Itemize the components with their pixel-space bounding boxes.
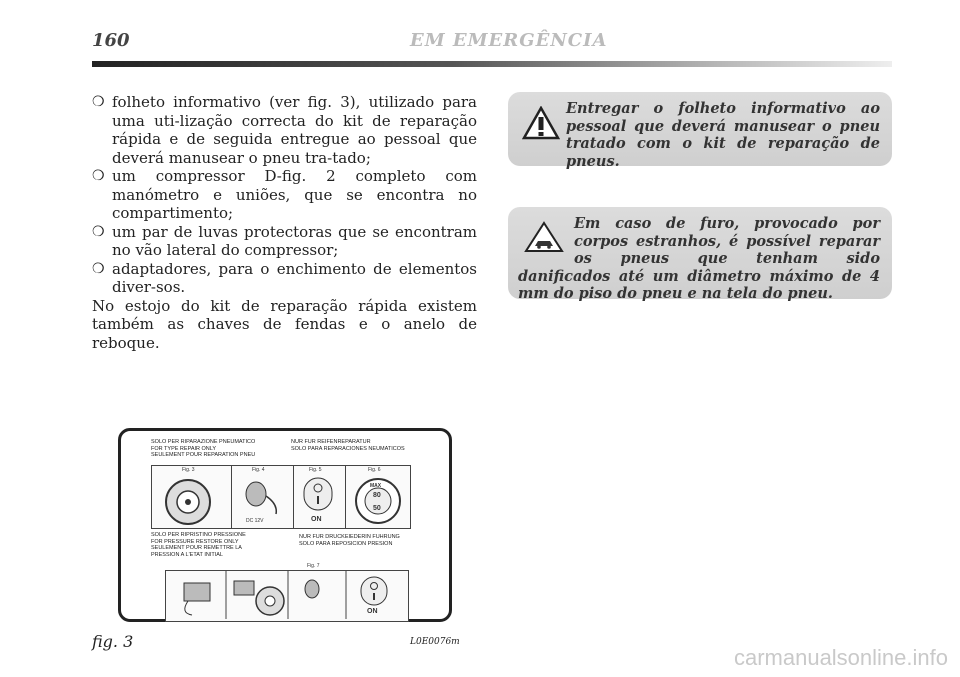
body-text — [92, 93, 477, 352]
label-group-pressure: SOLO PER RIPRISTINO PRESSIONE FOR PRESSURE RESTORE ONLY SEULEMENT POUR REMETTRE LA PRESSION A L'ETAT INITIAL — [151, 532, 246, 558]
panel-connector: Fig. 4 DC 12V — [231, 465, 295, 529]
header-rule — [92, 61, 892, 67]
bullet-item: ❍ adaptadores, para o enchimento de elementos diver-sos. — [92, 259, 477, 296]
panel-pressure-sequence — [165, 570, 409, 622]
page-number: 160 — [92, 30, 130, 51]
panel-speed-limit: Fig. 6 MAX 80 50 — [345, 465, 411, 529]
panel-label: Fig. 7 — [307, 563, 320, 569]
bullet-icon: ❍ — [92, 168, 105, 184]
figure-code: L0E0076m — [410, 637, 460, 647]
tire-icon — [152, 474, 232, 528]
plug-icon — [232, 474, 294, 518]
figure-caption: fig. 3 — [92, 632, 134, 651]
warning-text: Em caso de furo, provocado por corpos estranhos, é possível reparar os pneus que tenham sido danificados até um diâmetro máximo de 4 mm do piso do pneu e na tela do pneu. — [518, 215, 880, 302]
label-group-pressure-2: NUR FUR DRUCKEIEDERIN FUHRUNG SOLO PARA REPOSICION PRESION — [299, 534, 400, 547]
label-group-repair-2: NUR FUR REIFENREPARATUR SOLO PARA REPARACIONES NEUMATICOS — [291, 439, 405, 452]
switch-icon — [294, 474, 346, 514]
tire-kit-leaflet-figure — [118, 428, 452, 622]
warning-box-puncture — [508, 207, 892, 302]
label-group-repair: SOLO PER RIPARAZIONE PNEUMATICO FOR TYPE REPAIR ONLY SEULEMENT POUR REPARATION PNEU — [151, 439, 256, 458]
bullet-item: ❍ um compressor D-fig. 2 completo com manómetro e uniões, que se encontra no compartimento; — [92, 167, 477, 222]
panel-switch: Fig. 5 ON — [293, 465, 347, 529]
speed-limit-icon — [346, 474, 410, 526]
panel-tire: Fig. 3 — [151, 465, 233, 529]
warning-box-leaflet — [508, 92, 892, 170]
bullet-icon: ❍ — [92, 223, 105, 240]
warning-triangle-icon — [522, 106, 560, 140]
section-title: EM EMERGÊNCIA — [410, 30, 608, 51]
bullet-icon: ❍ — [92, 94, 105, 110]
bullet-item: ❍ um par de luvas protectoras que se encontram no vão lateral do compressor; — [92, 222, 477, 259]
on-label: ON — [367, 608, 378, 615]
body-paragraph: No estojo do kit de reparação rápida existem também as chaves de fendas e o anelo de reboque. — [92, 296, 477, 352]
car-warning-icon — [524, 221, 564, 253]
watermark: carmanualsonline.info — [733, 645, 948, 670]
warning-text: Entregar o folheto informativo ao pessoal que deverá manusear o pneu tratado com o kit de reparação de pneus. — [566, 100, 880, 170]
bullet-item: ❍ folheto informativo (ver fig. 3), utilizado para uma uti-lização correcta do kit de reparação rápida e de seguida entregue ao pessoal que deverá manusear o pneu tra-tado; — [92, 93, 477, 167]
bullet-icon: ❍ — [92, 260, 105, 277]
